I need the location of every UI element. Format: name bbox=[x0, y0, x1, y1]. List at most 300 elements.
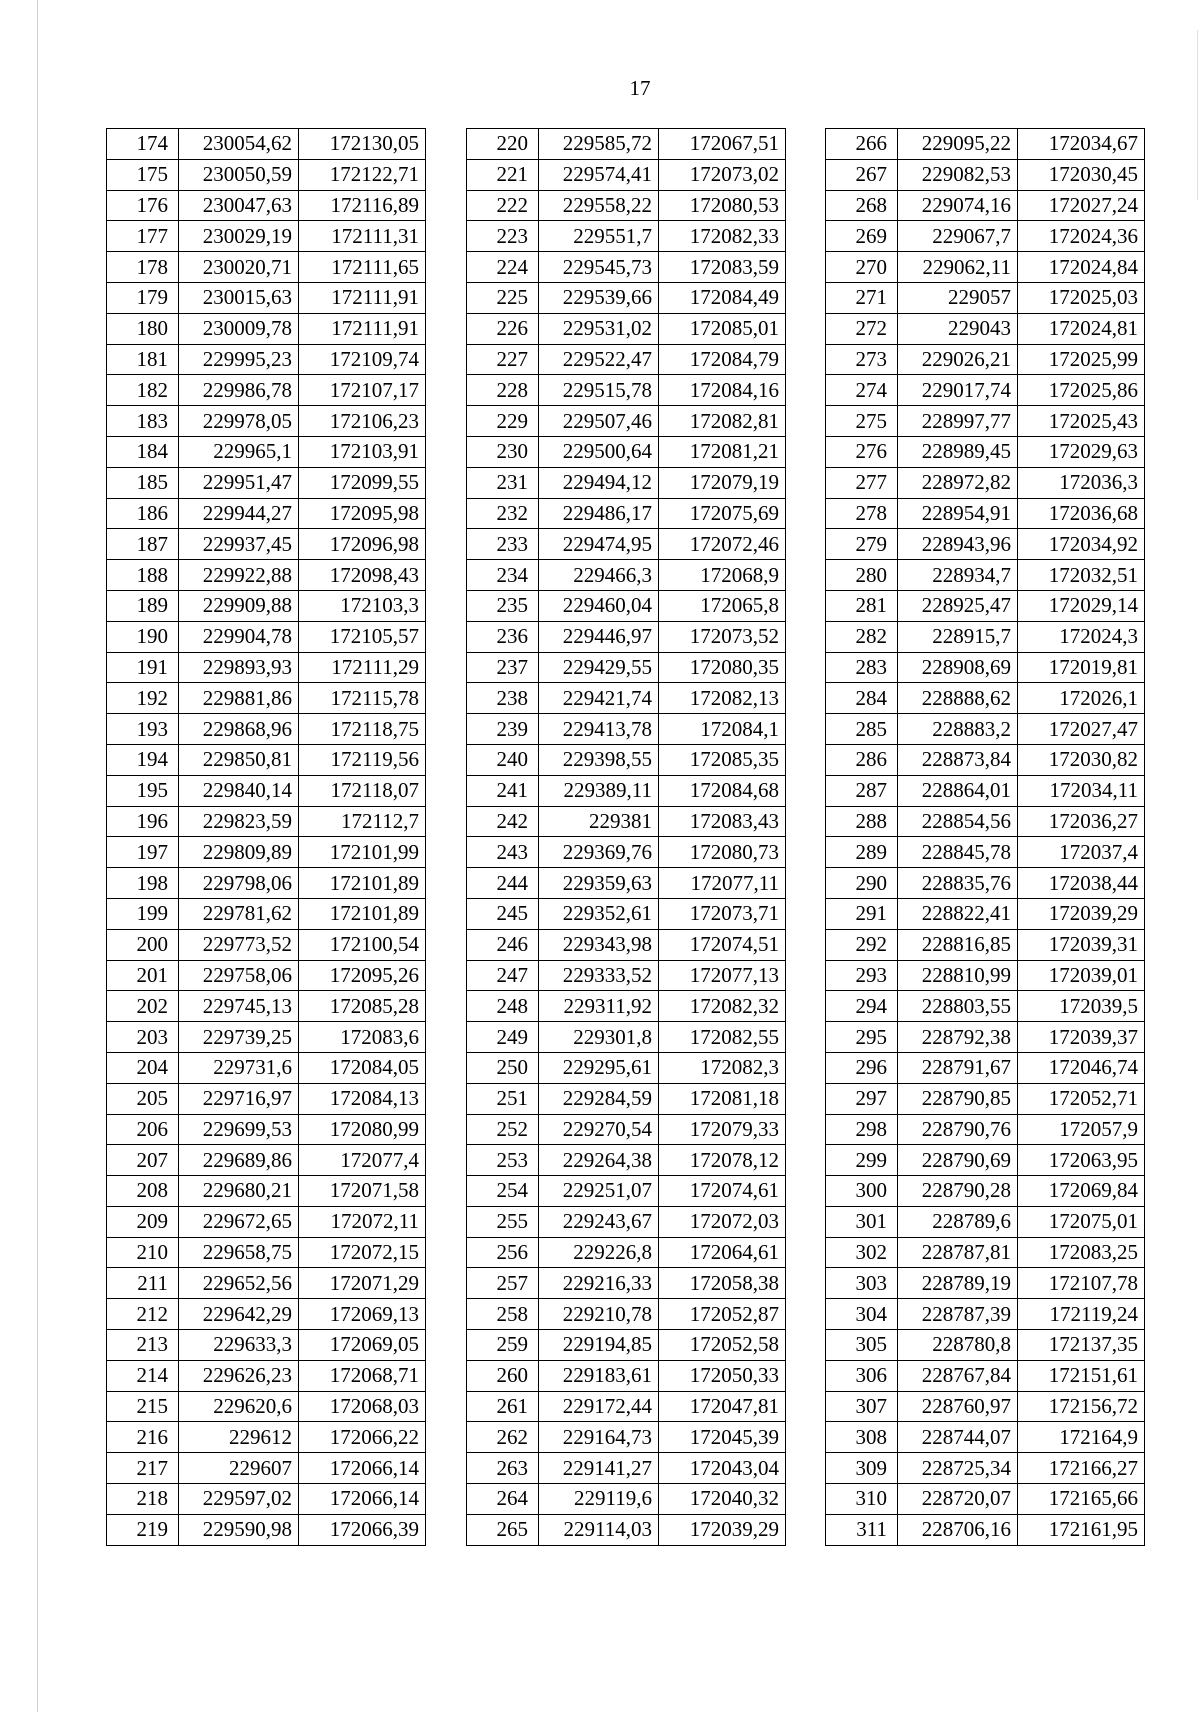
table-row bbox=[826, 467, 1145, 498]
y-coordinate-cell: 172077,4 bbox=[299, 1145, 426, 1176]
table-row bbox=[107, 498, 426, 529]
x-coordinate-cell: 229680,21 bbox=[179, 1176, 299, 1207]
table-row bbox=[467, 498, 786, 529]
x-coordinate-cell: 229284,59 bbox=[539, 1083, 659, 1114]
table-row bbox=[107, 837, 426, 868]
point-number-cell: 261 bbox=[467, 1391, 539, 1422]
x-coordinate-cell: 228943,96 bbox=[898, 529, 1018, 560]
table-row bbox=[826, 714, 1145, 745]
x-coordinate-cell: 229074,16 bbox=[898, 190, 1018, 221]
x-coordinate-cell: 228803,55 bbox=[898, 991, 1018, 1022]
y-coordinate-cell: 172080,99 bbox=[299, 1114, 426, 1145]
table-row bbox=[826, 868, 1145, 899]
point-number-cell: 266 bbox=[826, 129, 898, 160]
y-coordinate-cell: 172036,68 bbox=[1018, 498, 1145, 529]
point-number-cell: 263 bbox=[467, 1453, 539, 1484]
point-number-cell: 255 bbox=[467, 1206, 539, 1237]
x-coordinate-cell: 229986,78 bbox=[179, 375, 299, 406]
table-row bbox=[826, 1206, 1145, 1237]
point-number-cell: 183 bbox=[107, 406, 179, 437]
table-row bbox=[467, 683, 786, 714]
y-coordinate-cell: 172052,58 bbox=[659, 1330, 786, 1361]
y-coordinate-cell: 172107,17 bbox=[299, 375, 426, 406]
y-coordinate-cell: 172082,33 bbox=[659, 221, 786, 252]
y-coordinate-cell: 172034,11 bbox=[1018, 775, 1145, 806]
x-coordinate-cell: 228845,78 bbox=[898, 837, 1018, 868]
table-row bbox=[467, 159, 786, 190]
y-coordinate-cell: 172038,44 bbox=[1018, 868, 1145, 899]
table-row bbox=[826, 621, 1145, 652]
x-coordinate-cell: 229951,47 bbox=[179, 467, 299, 498]
x-coordinate-cell: 230047,63 bbox=[179, 190, 299, 221]
x-coordinate-cell: 228835,76 bbox=[898, 868, 1018, 899]
point-number-cell: 181 bbox=[107, 344, 179, 375]
table-row bbox=[107, 1052, 426, 1083]
x-coordinate-cell: 228997,77 bbox=[898, 406, 1018, 437]
table-row bbox=[826, 837, 1145, 868]
y-coordinate-cell: 172019,81 bbox=[1018, 652, 1145, 683]
y-coordinate-cell: 172074,61 bbox=[659, 1176, 786, 1207]
point-number-cell: 197 bbox=[107, 837, 179, 868]
table-row bbox=[467, 1022, 786, 1053]
table-row bbox=[467, 1176, 786, 1207]
table-row bbox=[467, 221, 786, 252]
point-number-cell: 307 bbox=[826, 1391, 898, 1422]
point-number-cell: 245 bbox=[467, 898, 539, 929]
table-row bbox=[107, 1391, 426, 1422]
x-coordinate-cell: 229114,03 bbox=[539, 1514, 659, 1545]
x-coordinate-cell: 228744,07 bbox=[898, 1422, 1018, 1453]
table-row bbox=[107, 1268, 426, 1299]
point-number-cell: 252 bbox=[467, 1114, 539, 1145]
table-row bbox=[107, 1114, 426, 1145]
x-coordinate-cell: 229590,98 bbox=[179, 1514, 299, 1545]
point-number-cell: 228 bbox=[467, 375, 539, 406]
y-coordinate-cell: 172026,1 bbox=[1018, 683, 1145, 714]
point-number-cell: 281 bbox=[826, 590, 898, 621]
y-coordinate-cell: 172083,25 bbox=[1018, 1237, 1145, 1268]
table-row bbox=[826, 436, 1145, 467]
y-coordinate-cell: 172130,05 bbox=[299, 129, 426, 160]
point-number-cell: 285 bbox=[826, 714, 898, 745]
point-number-cell: 303 bbox=[826, 1268, 898, 1299]
table-row bbox=[826, 282, 1145, 313]
table-row bbox=[467, 1422, 786, 1453]
table-row bbox=[826, 313, 1145, 344]
y-coordinate-cell: 172039,29 bbox=[659, 1514, 786, 1545]
x-coordinate-cell: 229311,92 bbox=[539, 991, 659, 1022]
point-number-cell: 275 bbox=[826, 406, 898, 437]
y-coordinate-cell: 172077,11 bbox=[659, 868, 786, 899]
point-number-cell: 209 bbox=[107, 1206, 179, 1237]
x-coordinate-cell: 228810,99 bbox=[898, 960, 1018, 991]
x-coordinate-cell: 228760,97 bbox=[898, 1391, 1018, 1422]
x-coordinate-cell: 228883,2 bbox=[898, 714, 1018, 745]
x-coordinate-cell: 229995,23 bbox=[179, 344, 299, 375]
point-number-cell: 191 bbox=[107, 652, 179, 683]
y-coordinate-cell: 172103,91 bbox=[299, 436, 426, 467]
y-coordinate-cell: 172071,58 bbox=[299, 1176, 426, 1207]
table-row bbox=[826, 560, 1145, 591]
point-number-cell: 249 bbox=[467, 1022, 539, 1053]
y-coordinate-cell: 172030,82 bbox=[1018, 744, 1145, 775]
y-coordinate-cell: 172101,89 bbox=[299, 868, 426, 899]
table-row bbox=[107, 313, 426, 344]
x-coordinate-cell: 229343,98 bbox=[539, 929, 659, 960]
y-coordinate-cell: 172107,78 bbox=[1018, 1268, 1145, 1299]
table-row bbox=[107, 1422, 426, 1453]
y-coordinate-cell: 172072,15 bbox=[299, 1237, 426, 1268]
y-coordinate-cell: 172085,35 bbox=[659, 744, 786, 775]
x-coordinate-cell: 229798,06 bbox=[179, 868, 299, 899]
y-coordinate-cell: 172083,43 bbox=[659, 806, 786, 837]
point-number-cell: 178 bbox=[107, 252, 179, 283]
x-coordinate-cell: 229460,04 bbox=[539, 590, 659, 621]
point-number-cell: 277 bbox=[826, 467, 898, 498]
y-coordinate-cell: 172025,86 bbox=[1018, 375, 1145, 406]
table-row bbox=[107, 129, 426, 160]
x-coordinate-cell: 229226,8 bbox=[539, 1237, 659, 1268]
y-coordinate-cell: 172069,13 bbox=[299, 1299, 426, 1330]
table-row bbox=[467, 375, 786, 406]
x-coordinate-cell: 229522,47 bbox=[539, 344, 659, 375]
point-number-cell: 220 bbox=[467, 129, 539, 160]
x-coordinate-cell: 229446,97 bbox=[539, 621, 659, 652]
table-row bbox=[107, 221, 426, 252]
right-margin-line bbox=[1197, 30, 1198, 200]
x-coordinate-cell: 229474,95 bbox=[539, 529, 659, 560]
point-number-cell: 272 bbox=[826, 313, 898, 344]
y-coordinate-cell: 172115,78 bbox=[299, 683, 426, 714]
table-row bbox=[826, 1514, 1145, 1545]
y-coordinate-cell: 172058,38 bbox=[659, 1268, 786, 1299]
table-row bbox=[107, 775, 426, 806]
point-number-cell: 294 bbox=[826, 991, 898, 1022]
table-row bbox=[107, 868, 426, 899]
y-coordinate-cell: 172073,02 bbox=[659, 159, 786, 190]
table-row bbox=[826, 806, 1145, 837]
point-number-cell: 291 bbox=[826, 898, 898, 929]
x-coordinate-cell: 229978,05 bbox=[179, 406, 299, 437]
y-coordinate-cell: 172080,35 bbox=[659, 652, 786, 683]
x-coordinate-cell: 229745,13 bbox=[179, 991, 299, 1022]
y-coordinate-cell: 172027,47 bbox=[1018, 714, 1145, 745]
y-coordinate-cell: 172039,29 bbox=[1018, 898, 1145, 929]
point-number-cell: 204 bbox=[107, 1052, 179, 1083]
point-number-cell: 235 bbox=[467, 590, 539, 621]
table-row bbox=[467, 1206, 786, 1237]
y-coordinate-cell: 172084,05 bbox=[299, 1052, 426, 1083]
table-row bbox=[467, 991, 786, 1022]
x-coordinate-cell: 229545,73 bbox=[539, 252, 659, 283]
y-coordinate-cell: 172111,29 bbox=[299, 652, 426, 683]
point-number-cell: 229 bbox=[467, 406, 539, 437]
y-coordinate-cell: 172098,43 bbox=[299, 560, 426, 591]
y-coordinate-cell: 172085,28 bbox=[299, 991, 426, 1022]
x-coordinate-cell: 230054,62 bbox=[179, 129, 299, 160]
y-coordinate-cell: 172047,81 bbox=[659, 1391, 786, 1422]
point-number-cell: 296 bbox=[826, 1052, 898, 1083]
y-coordinate-cell: 172025,43 bbox=[1018, 406, 1145, 437]
point-number-cell: 202 bbox=[107, 991, 179, 1022]
y-coordinate-cell: 172079,33 bbox=[659, 1114, 786, 1145]
table-row bbox=[467, 898, 786, 929]
point-number-cell: 221 bbox=[467, 159, 539, 190]
point-number-cell: 295 bbox=[826, 1022, 898, 1053]
y-coordinate-cell: 172050,33 bbox=[659, 1360, 786, 1391]
table-row bbox=[467, 1330, 786, 1361]
coordinates-table-2 bbox=[466, 128, 786, 1546]
x-coordinate-cell: 229773,52 bbox=[179, 929, 299, 960]
point-number-cell: 233 bbox=[467, 529, 539, 560]
table-row bbox=[467, 1484, 786, 1515]
y-coordinate-cell: 172071,29 bbox=[299, 1268, 426, 1299]
point-number-cell: 190 bbox=[107, 621, 179, 652]
table-row bbox=[107, 252, 426, 283]
x-coordinate-cell: 229716,97 bbox=[179, 1083, 299, 1114]
y-coordinate-cell: 172040,32 bbox=[659, 1484, 786, 1515]
point-number-cell: 304 bbox=[826, 1299, 898, 1330]
table-row bbox=[467, 1453, 786, 1484]
y-coordinate-cell: 172082,13 bbox=[659, 683, 786, 714]
x-coordinate-cell: 229574,41 bbox=[539, 159, 659, 190]
x-coordinate-cell: 229264,38 bbox=[539, 1145, 659, 1176]
x-coordinate-cell: 229507,46 bbox=[539, 406, 659, 437]
y-coordinate-cell: 172078,12 bbox=[659, 1145, 786, 1176]
x-coordinate-cell: 229539,66 bbox=[539, 282, 659, 313]
table-row bbox=[826, 129, 1145, 160]
table-row bbox=[467, 436, 786, 467]
table-row bbox=[467, 621, 786, 652]
x-coordinate-cell: 229551,7 bbox=[539, 221, 659, 252]
x-coordinate-cell: 229381 bbox=[539, 806, 659, 837]
table-row bbox=[467, 744, 786, 775]
x-coordinate-cell: 228816,85 bbox=[898, 929, 1018, 960]
point-number-cell: 260 bbox=[467, 1360, 539, 1391]
y-coordinate-cell: 172025,03 bbox=[1018, 282, 1145, 313]
x-coordinate-cell: 229531,02 bbox=[539, 313, 659, 344]
x-coordinate-cell: 229652,56 bbox=[179, 1268, 299, 1299]
table-row bbox=[107, 436, 426, 467]
x-coordinate-cell: 229301,8 bbox=[539, 1022, 659, 1053]
table-row bbox=[107, 1453, 426, 1484]
x-coordinate-cell: 229369,76 bbox=[539, 837, 659, 868]
point-number-cell: 273 bbox=[826, 344, 898, 375]
table-row bbox=[826, 1114, 1145, 1145]
y-coordinate-cell: 172085,01 bbox=[659, 313, 786, 344]
point-number-cell: 267 bbox=[826, 159, 898, 190]
x-coordinate-cell: 229172,44 bbox=[539, 1391, 659, 1422]
x-coordinate-cell: 229141,27 bbox=[539, 1453, 659, 1484]
point-number-cell: 201 bbox=[107, 960, 179, 991]
point-number-cell: 290 bbox=[826, 868, 898, 899]
point-number-cell: 254 bbox=[467, 1176, 539, 1207]
y-coordinate-cell: 172024,81 bbox=[1018, 313, 1145, 344]
y-coordinate-cell: 172084,13 bbox=[299, 1083, 426, 1114]
table-row bbox=[107, 991, 426, 1022]
y-coordinate-cell: 172137,35 bbox=[1018, 1330, 1145, 1361]
x-coordinate-cell: 229515,78 bbox=[539, 375, 659, 406]
point-number-cell: 215 bbox=[107, 1391, 179, 1422]
point-number-cell: 222 bbox=[467, 190, 539, 221]
table-row bbox=[826, 1145, 1145, 1176]
point-number-cell: 185 bbox=[107, 467, 179, 498]
y-coordinate-cell: 172024,36 bbox=[1018, 221, 1145, 252]
x-coordinate-cell: 229689,86 bbox=[179, 1145, 299, 1176]
x-coordinate-cell: 229270,54 bbox=[539, 1114, 659, 1145]
table-row bbox=[826, 960, 1145, 991]
point-number-cell: 298 bbox=[826, 1114, 898, 1145]
y-coordinate-cell: 172039,5 bbox=[1018, 991, 1145, 1022]
x-coordinate-cell: 229243,67 bbox=[539, 1206, 659, 1237]
x-coordinate-cell: 228767,84 bbox=[898, 1360, 1018, 1391]
table-row bbox=[467, 1514, 786, 1545]
table-row bbox=[826, 1268, 1145, 1299]
point-number-cell: 184 bbox=[107, 436, 179, 467]
x-coordinate-cell: 229352,61 bbox=[539, 898, 659, 929]
table-row bbox=[107, 529, 426, 560]
x-coordinate-cell: 229893,93 bbox=[179, 652, 299, 683]
x-coordinate-cell: 230009,78 bbox=[179, 313, 299, 344]
x-coordinate-cell: 229658,75 bbox=[179, 1237, 299, 1268]
y-coordinate-cell: 172077,13 bbox=[659, 960, 786, 991]
y-coordinate-cell: 172039,31 bbox=[1018, 929, 1145, 960]
y-coordinate-cell: 172027,24 bbox=[1018, 190, 1145, 221]
x-coordinate-cell: 229295,61 bbox=[539, 1052, 659, 1083]
y-coordinate-cell: 172122,71 bbox=[299, 159, 426, 190]
point-number-cell: 207 bbox=[107, 1145, 179, 1176]
x-coordinate-cell: 228790,85 bbox=[898, 1083, 1018, 1114]
table-row bbox=[467, 806, 786, 837]
y-coordinate-cell: 172105,57 bbox=[299, 621, 426, 652]
y-coordinate-cell: 172100,54 bbox=[299, 929, 426, 960]
coordinates-table-1 bbox=[106, 128, 426, 1546]
point-number-cell: 238 bbox=[467, 683, 539, 714]
x-coordinate-cell: 230020,71 bbox=[179, 252, 299, 283]
point-number-cell: 309 bbox=[826, 1453, 898, 1484]
y-coordinate-cell: 172082,3 bbox=[659, 1052, 786, 1083]
x-coordinate-cell: 230050,59 bbox=[179, 159, 299, 190]
x-coordinate-cell: 228789,6 bbox=[898, 1206, 1018, 1237]
point-number-cell: 280 bbox=[826, 560, 898, 591]
point-number-cell: 259 bbox=[467, 1330, 539, 1361]
table-row bbox=[107, 960, 426, 991]
point-number-cell: 293 bbox=[826, 960, 898, 991]
y-coordinate-cell: 172074,51 bbox=[659, 929, 786, 960]
point-number-cell: 179 bbox=[107, 282, 179, 313]
table-row bbox=[826, 529, 1145, 560]
y-coordinate-cell: 172052,71 bbox=[1018, 1083, 1145, 1114]
y-coordinate-cell: 172109,74 bbox=[299, 344, 426, 375]
table-row bbox=[467, 929, 786, 960]
x-coordinate-cell: 229922,88 bbox=[179, 560, 299, 591]
table-row bbox=[826, 159, 1145, 190]
y-coordinate-cell: 172069,05 bbox=[299, 1330, 426, 1361]
y-coordinate-cell: 172067,51 bbox=[659, 129, 786, 160]
y-coordinate-cell: 172101,99 bbox=[299, 837, 426, 868]
y-coordinate-cell: 172039,37 bbox=[1018, 1022, 1145, 1053]
x-coordinate-cell: 228791,67 bbox=[898, 1052, 1018, 1083]
point-number-cell: 271 bbox=[826, 282, 898, 313]
x-coordinate-cell: 229758,06 bbox=[179, 960, 299, 991]
y-coordinate-cell: 172063,95 bbox=[1018, 1145, 1145, 1176]
x-coordinate-cell: 229626,23 bbox=[179, 1360, 299, 1391]
x-coordinate-cell: 229398,55 bbox=[539, 744, 659, 775]
point-number-cell: 214 bbox=[107, 1360, 179, 1391]
table-row bbox=[826, 775, 1145, 806]
x-coordinate-cell: 229183,61 bbox=[539, 1360, 659, 1391]
y-coordinate-cell: 172106,23 bbox=[299, 406, 426, 437]
point-number-cell: 302 bbox=[826, 1237, 898, 1268]
y-coordinate-cell: 172111,31 bbox=[299, 221, 426, 252]
point-number-cell: 230 bbox=[467, 436, 539, 467]
y-coordinate-cell: 172072,03 bbox=[659, 1206, 786, 1237]
point-number-cell: 242 bbox=[467, 806, 539, 837]
table-row bbox=[107, 714, 426, 745]
x-coordinate-cell: 228720,07 bbox=[898, 1484, 1018, 1515]
point-number-cell: 182 bbox=[107, 375, 179, 406]
point-number-cell: 257 bbox=[467, 1268, 539, 1299]
y-coordinate-cell: 172095,26 bbox=[299, 960, 426, 991]
x-coordinate-cell: 228864,01 bbox=[898, 775, 1018, 806]
coordinates-table-3 bbox=[825, 128, 1145, 1546]
y-coordinate-cell: 172101,89 bbox=[299, 898, 426, 929]
y-coordinate-cell: 172084,79 bbox=[659, 344, 786, 375]
point-number-cell: 189 bbox=[107, 590, 179, 621]
y-coordinate-cell: 172064,61 bbox=[659, 1237, 786, 1268]
point-number-cell: 219 bbox=[107, 1514, 179, 1545]
y-coordinate-cell: 172073,52 bbox=[659, 621, 786, 652]
point-number-cell: 192 bbox=[107, 683, 179, 714]
y-coordinate-cell: 172084,49 bbox=[659, 282, 786, 313]
y-coordinate-cell: 172095,98 bbox=[299, 498, 426, 529]
y-coordinate-cell: 172072,11 bbox=[299, 1206, 426, 1237]
point-number-cell: 308 bbox=[826, 1422, 898, 1453]
x-coordinate-cell: 229413,78 bbox=[539, 714, 659, 745]
point-number-cell: 234 bbox=[467, 560, 539, 591]
point-number-cell: 279 bbox=[826, 529, 898, 560]
x-coordinate-cell: 228822,41 bbox=[898, 898, 1018, 929]
table-row bbox=[107, 375, 426, 406]
x-coordinate-cell: 229421,74 bbox=[539, 683, 659, 714]
y-coordinate-cell: 172072,46 bbox=[659, 529, 786, 560]
table-row bbox=[467, 775, 786, 806]
table-row bbox=[107, 1083, 426, 1114]
point-number-cell: 176 bbox=[107, 190, 179, 221]
x-coordinate-cell: 228790,28 bbox=[898, 1176, 1018, 1207]
point-number-cell: 203 bbox=[107, 1022, 179, 1053]
point-number-cell: 175 bbox=[107, 159, 179, 190]
x-coordinate-cell: 229633,3 bbox=[179, 1330, 299, 1361]
y-coordinate-cell: 172068,9 bbox=[659, 560, 786, 591]
y-coordinate-cell: 172032,51 bbox=[1018, 560, 1145, 591]
x-coordinate-cell: 229466,3 bbox=[539, 560, 659, 591]
point-number-cell: 223 bbox=[467, 221, 539, 252]
point-number-cell: 177 bbox=[107, 221, 179, 252]
x-coordinate-cell: 229731,6 bbox=[179, 1052, 299, 1083]
page-number: 17 bbox=[629, 76, 651, 100]
table-row bbox=[826, 1330, 1145, 1361]
y-coordinate-cell: 172099,55 bbox=[299, 467, 426, 498]
x-coordinate-cell: 228780,8 bbox=[898, 1330, 1018, 1361]
y-coordinate-cell: 172025,99 bbox=[1018, 344, 1145, 375]
x-coordinate-cell: 228888,62 bbox=[898, 683, 1018, 714]
y-coordinate-cell: 172164,9 bbox=[1018, 1422, 1145, 1453]
point-number-cell: 283 bbox=[826, 652, 898, 683]
point-number-cell: 239 bbox=[467, 714, 539, 745]
point-number-cell: 248 bbox=[467, 991, 539, 1022]
point-number-cell: 264 bbox=[467, 1484, 539, 1515]
